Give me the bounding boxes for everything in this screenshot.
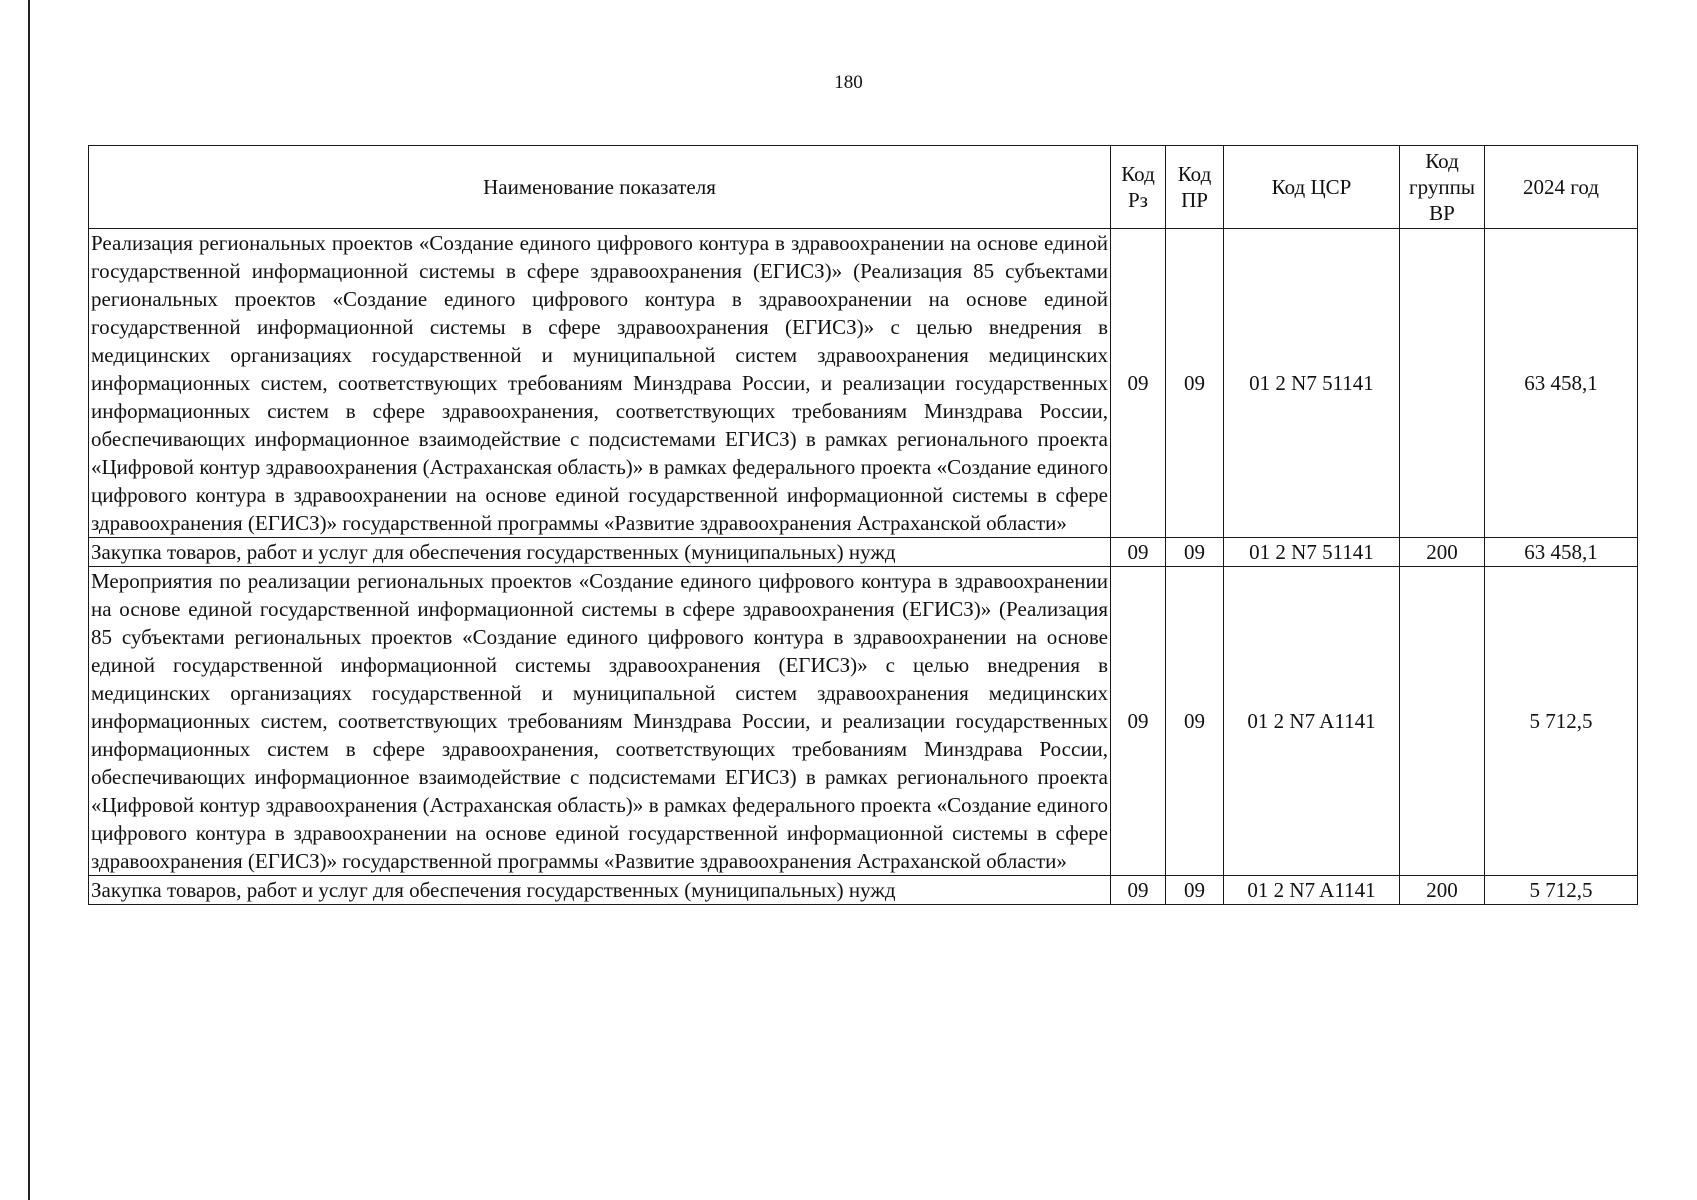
header-indicator-name: Наименование показателя: [89, 146, 1111, 229]
table-header-row: [89, 146, 1638, 229]
code-pr: 09: [1166, 229, 1224, 538]
header-year-2024: 2024 год: [1485, 146, 1638, 229]
table-row: [89, 229, 1638, 538]
code-rz: 09: [1111, 567, 1166, 876]
header-code-csr: Код ЦСР: [1224, 146, 1400, 229]
table-row: [89, 876, 1638, 905]
indicator-name: Мероприятия по реализации региональных проектов «Создание единого цифрового контура в здравоохранении на основе единой государственной информационной системы в сфере здравоохранения (ЕГИСЗ)» (Реализация 85 субъектами региональных проектов «Создание единого цифрового контура в здравоохранении на основе единой государственной информационной системы здравоохранения (ЕГИСЗ)» с целью внедрения в медицинских организациях государственной и муниципальной систем здравоохранения медицинских информационных систем, соответствующих требованиям Минздрава России, и реализации государственных информационных систем в сфере здравоохранения, соответствующих требованиям Минздрава России, обеспечивающих информационное взаимодействие с подсистемами ЕГИСЗ) в рамках регионального проекта «Цифровой контур здравоохранения (Астраханская область)» в рамках федерального проекта «Создание единого цифрового контура в здравоохранении на основе единой государственной информационной системы в сфере здравоохранения (ЕГИСЗ)» государственной программы «Развитие здравоохранения Астраханской области»: [89, 567, 1111, 876]
amount-2024: 5 712,5: [1485, 567, 1638, 876]
header-code-vr: Код группы ВР: [1400, 146, 1485, 229]
page-number: 180: [834, 72, 863, 93]
code-csr: 01 2 N7 51141: [1224, 538, 1400, 567]
code-rz: 09: [1111, 876, 1166, 905]
code-vr: 200: [1400, 876, 1485, 905]
table-row: [89, 567, 1638, 876]
code-rz: 09: [1111, 538, 1166, 567]
indicator-name: Закупка товаров, работ и услуг для обеспечения государственных (муниципальных) нужд: [89, 876, 1111, 905]
code-pr: 09: [1166, 567, 1224, 876]
header-code-rz: Код Рз: [1111, 146, 1166, 229]
amount-2024: 5 712,5: [1485, 876, 1638, 905]
code-rz: 09: [1111, 229, 1166, 538]
budget-table: [88, 145, 1638, 905]
code-vr: [1400, 567, 1485, 876]
header-code-pr: Код ПР: [1166, 146, 1224, 229]
code-csr: 01 2 N7 A1141: [1224, 567, 1400, 876]
indicator-name: Реализация региональных проектов «Создание единого цифрового контура в здравоохранении на основе единой государственной информационной системы в сфере здравоохранения (ЕГИСЗ)» (Реализация 85 субъектами региональных проектов «Создание единого цифрового контура в здравоохранении на основе единой государственной информационной системы в сфере здравоохранения (ЕГИСЗ)» с целью внедрения в медицинских организациях государственной и муниципальной систем здравоохранения медицинских информационных систем, соответствующих требованиям Минздрава России, и реализации государственных информационных систем в сфере здравоохранения, соответствующих требованиям Минздрава России, обеспечивающих информационное взаимодействие с подсистемами ЕГИСЗ) в рамках регионального проекта «Цифровой контур здравоохранения (Астраханская область)» в рамках федерального проекта «Создание единого цифрового контура в здравоохранении на основе единой государственной информационной системы в сфере здравоохранения (ЕГИСЗ)» государственной программы «Развитие здравоохранения Астраханской области»: [89, 229, 1111, 538]
table-row: [89, 538, 1638, 567]
code-vr: 200: [1400, 538, 1485, 567]
code-pr: 09: [1166, 876, 1224, 905]
amount-2024: 63 458,1: [1485, 229, 1638, 538]
code-vr: [1400, 229, 1485, 538]
code-pr: 09: [1166, 538, 1224, 567]
page-binding-line: [28, 0, 30, 1200]
code-csr: 01 2 N7 A1141: [1224, 876, 1400, 905]
amount-2024: 63 458,1: [1485, 538, 1638, 567]
indicator-name: Закупка товаров, работ и услуг для обеспечения государственных (муниципальных) нужд: [89, 538, 1111, 567]
code-csr: 01 2 N7 51141: [1224, 229, 1400, 538]
